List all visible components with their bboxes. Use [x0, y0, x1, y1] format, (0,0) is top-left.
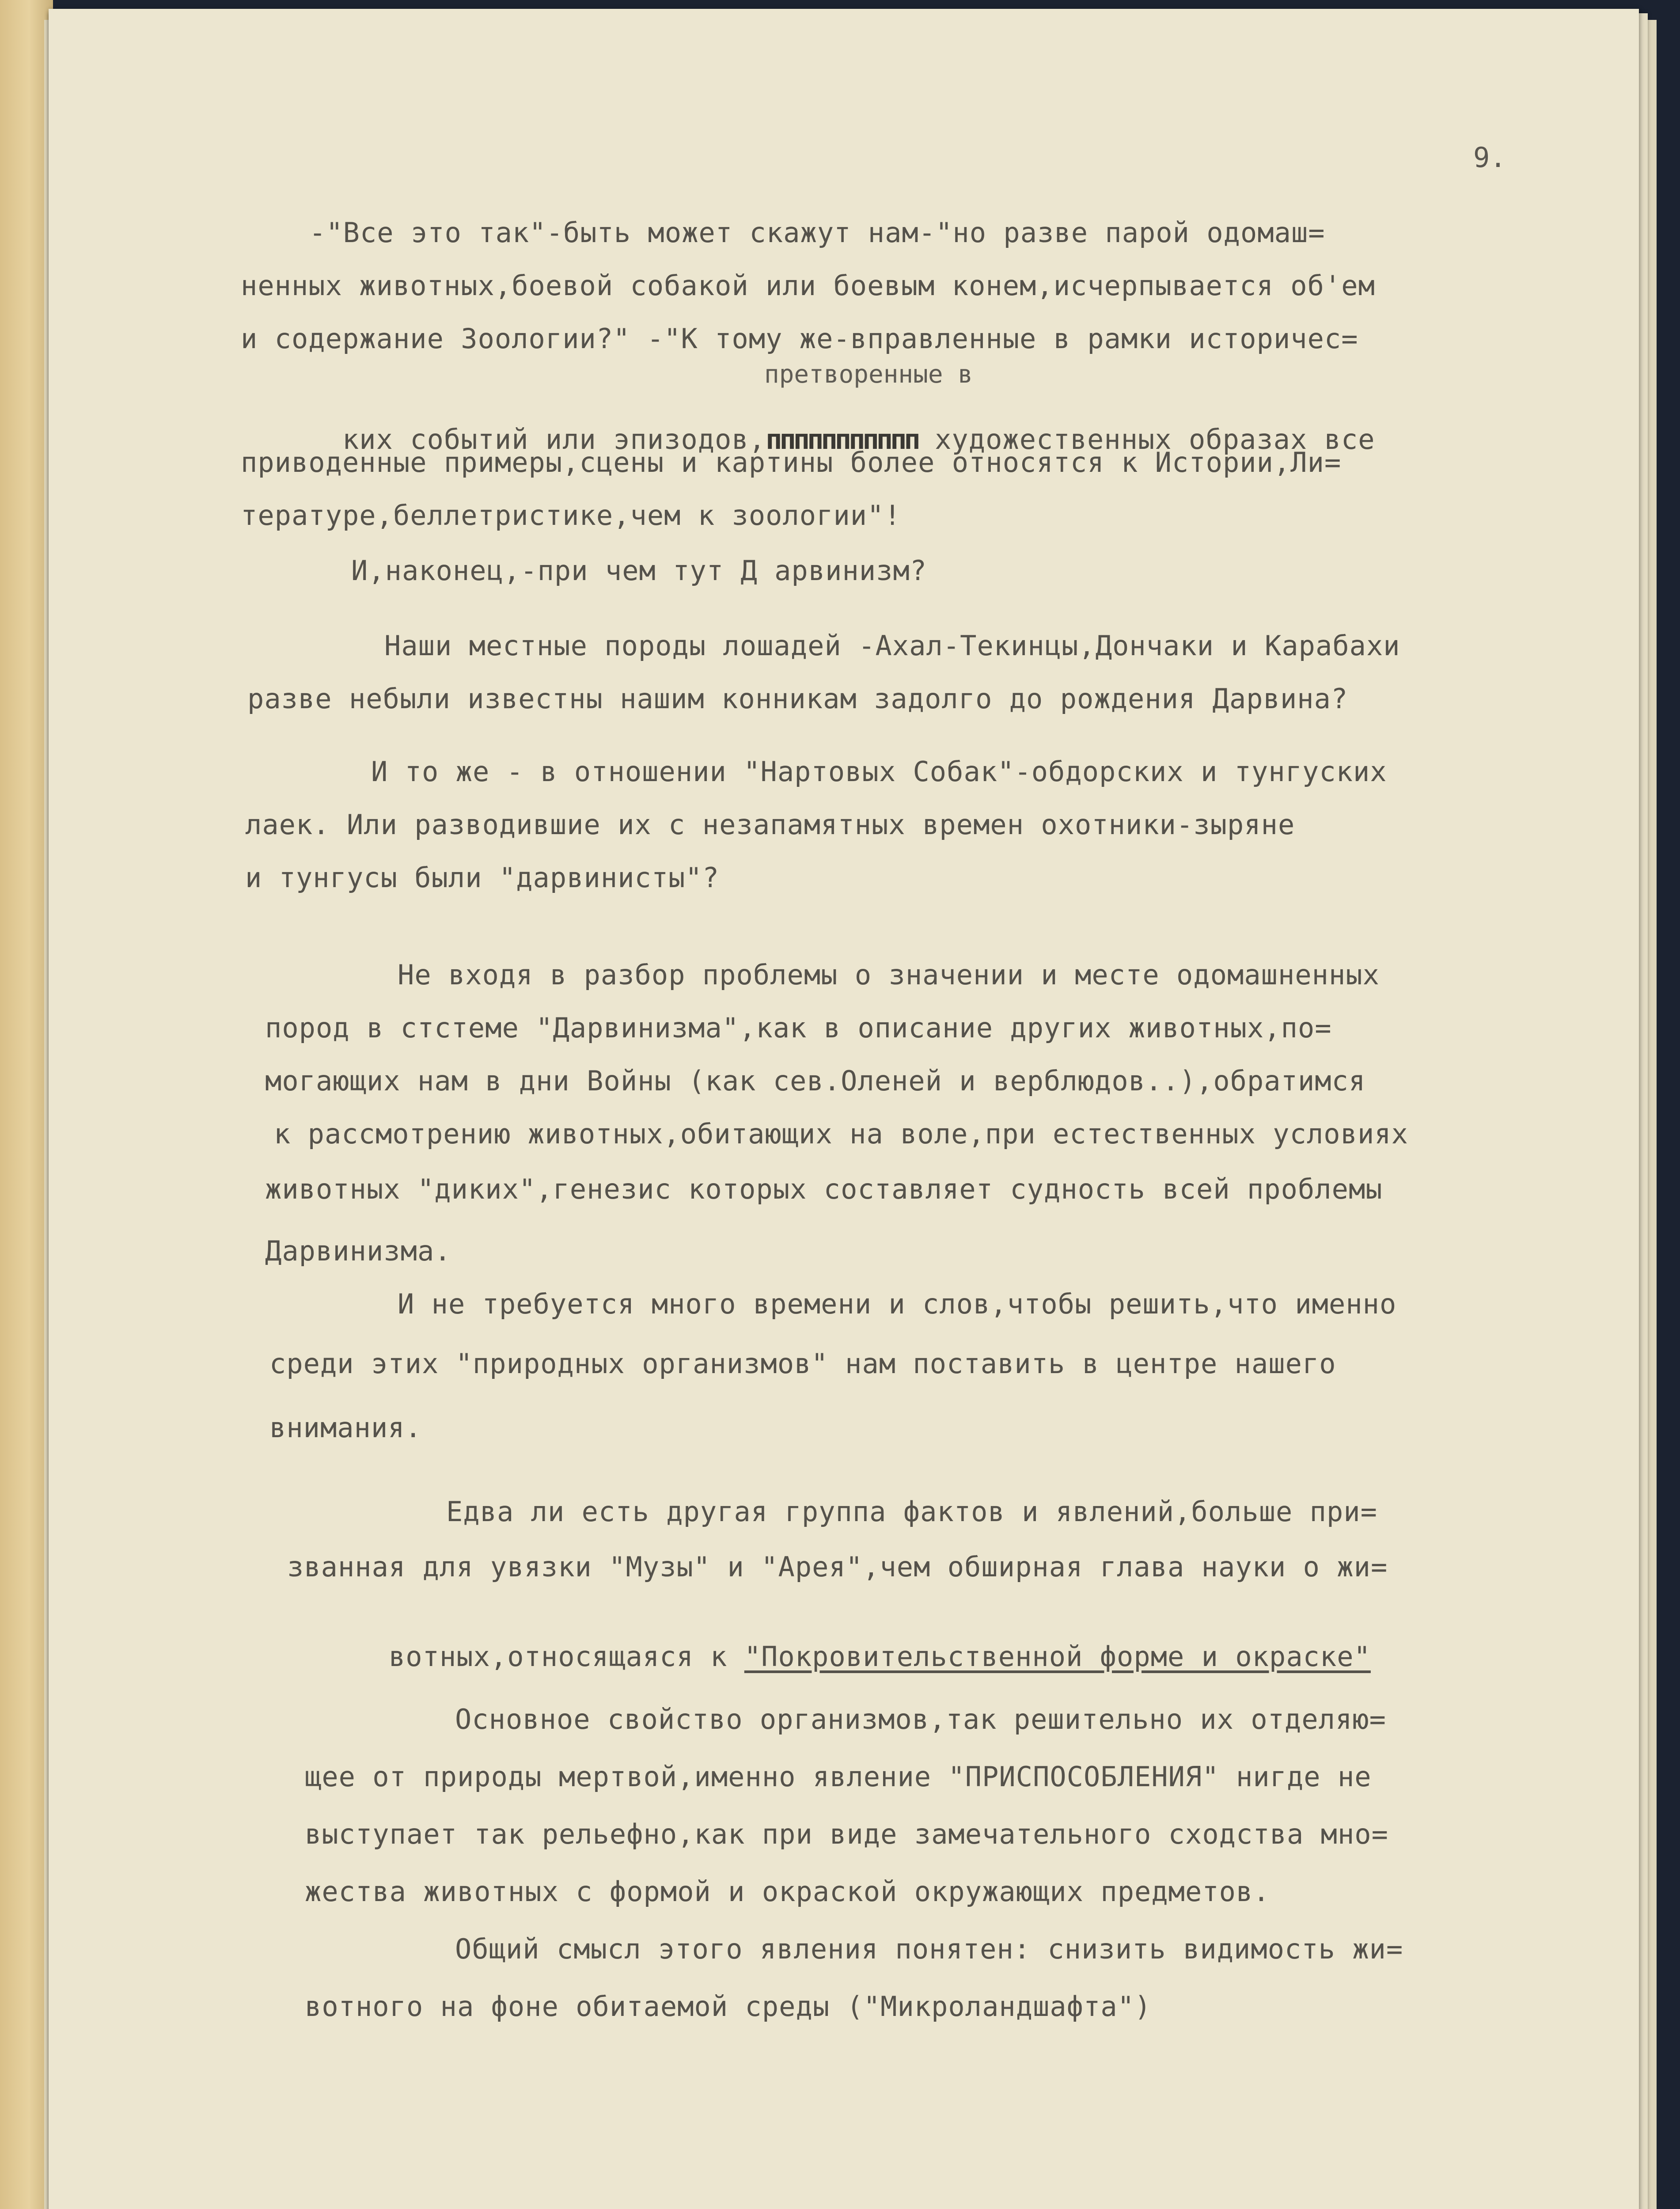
- text-line: щее от природы мертвой,именно явление "ПРИСПОСОБЛЕНИЯ" нигде не: [305, 1761, 1372, 1793]
- underlined-phrase: "Покровительственной форме и окраске": [744, 1640, 1371, 1673]
- text-line: среди этих "природных организмов" нам поставить в центре нашего: [269, 1347, 1336, 1380]
- typewritten-page: [49, 9, 1639, 2209]
- text-line: И,наконец,-при чем тут Д арвинизм?: [351, 554, 927, 587]
- text-segment: художественных образах все: [935, 423, 1375, 455]
- text-line: званная для увязки "Музы" и "Арея",чем обширная глава науки о жи=: [287, 1551, 1388, 1583]
- text-line: к рассмотрению животных,обитающих на воле,при естественных условиях: [274, 1118, 1408, 1150]
- text-line: -"Все это так"-быть может скажут нам-"но разве парой одомаш=: [309, 216, 1325, 249]
- text-line: [287, 1608, 1371, 1705]
- handwritten-insert: претворенные в: [764, 360, 973, 389]
- text-line: и содержание Зоологии?" -"К тому же-вправленные в рамки историчес=: [241, 323, 1358, 355]
- struck-out-text: ппппппппппп: [766, 423, 918, 455]
- text-line: вотного на фоне обитаемой среды ("Микроландшафта"): [305, 1990, 1152, 2023]
- text-line: тературе,беллетристике,чем к зоологии"!: [241, 499, 901, 531]
- text-line: ненных животных,боевой собакой или боевым конем,исчерпывается об'ем: [241, 269, 1375, 302]
- text-line: Не входя в разбор проблемы о значении и месте одомашненных: [398, 959, 1380, 991]
- text-line: пород в стстеме "Дарвинизма",как в описание других животных,по=: [265, 1012, 1332, 1044]
- text-line: И не требуется много времени и слов,чтобы решить,что именно: [398, 1288, 1397, 1320]
- text-line: приводенные примеры,сцены и картины более относятся к Истории,Ли=: [241, 446, 1342, 478]
- text-line: Основное свойство организмов,так решительно их отделяю=: [455, 1703, 1386, 1735]
- text-line: Дарвинизма.: [265, 1235, 451, 1267]
- text-segment: ких событий или эпизодов,: [342, 423, 766, 455]
- text-line: лаек. Или разводившие их с незапамятных времен охотники-зыряне: [245, 808, 1295, 841]
- text-line: Наши местные породы лошадей -Ахал-Текинцы,Дончаки и Карабахи: [384, 630, 1400, 662]
- text-line: животных "диких",генезис которых составляет судность всей проблемы: [265, 1173, 1383, 1205]
- text-line: выступает так рельефно,как при виде замечательного сходства мно=: [305, 1818, 1388, 1850]
- text-line: внимания.: [269, 1412, 422, 1444]
- page-number: 9.: [1473, 141, 1506, 174]
- text-line: жества животных с формой и окраской окружающих предметов.: [305, 1875, 1270, 1908]
- text-line: Едва ли есть другая группа фактов и явлений,больше при=: [446, 1495, 1377, 1528]
- text-line: И то же - в отношении "Нартовых Собак"-обдорских и тунгуских: [371, 755, 1387, 788]
- text-line: разве небыли известны нашим конникам задолго до рождения Дарвина?: [247, 683, 1348, 715]
- text-line: могающих нам в дни Войны (как сев.Оленей и верблюдов..),обратимся: [265, 1065, 1366, 1097]
- text-segment: вотных,относящаяся к: [388, 1640, 744, 1673]
- text-line: Общий смысл этого явления понятен: снизить видимость жи=: [455, 1933, 1403, 1965]
- text-line: и тунгусы были "дарвинисты"?: [245, 862, 720, 894]
